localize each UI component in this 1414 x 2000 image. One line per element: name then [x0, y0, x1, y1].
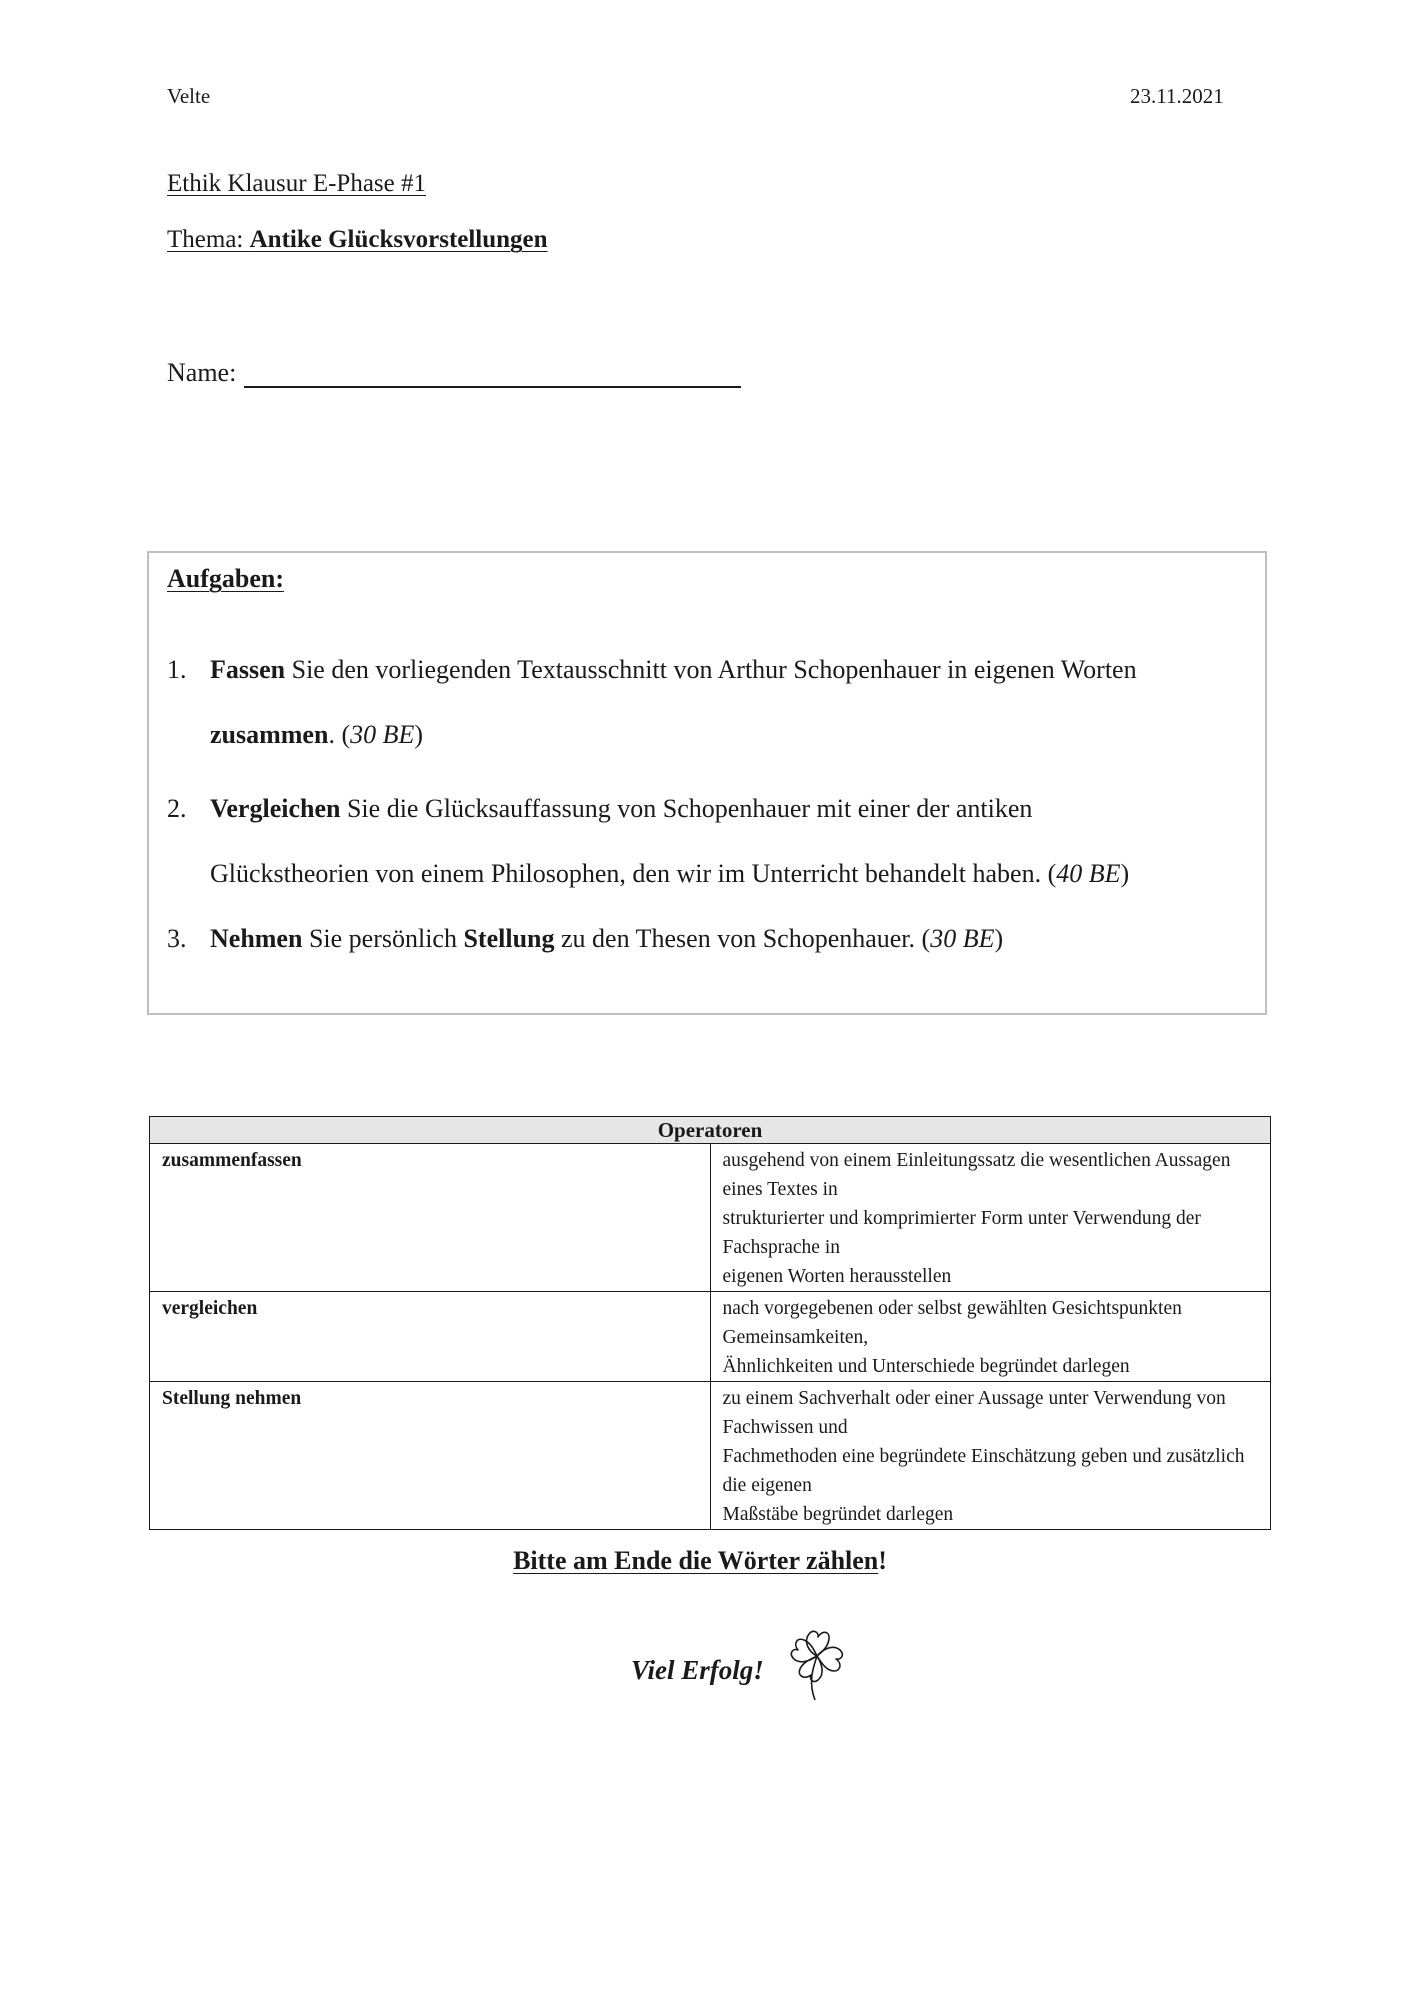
operators-table [149, 1116, 1271, 1530]
task-text: ) [1120, 859, 1130, 888]
task-points: 40 BE [1056, 859, 1121, 888]
name-label: Name: [167, 358, 237, 387]
definition-line: Ähnlichkeiten und Unterschiede begründet darlegen [722, 1356, 1130, 1377]
word-count-reminder [0, 1546, 1400, 1576]
table-row [150, 1144, 1271, 1292]
task-operator: Nehmen [210, 924, 303, 953]
definition-line: nach vorgegebenen oder selbst gewählten Gesichtspunkten Gemeinsamkeiten, [722, 1298, 1182, 1348]
topic-value: Antike Glücksvorstellungen [249, 226, 548, 253]
exam-topic [167, 226, 548, 254]
definition-line: ausgehend von einem Einleitungssatz die wesentlichen Aussagen eines Textes in [722, 1150, 1231, 1200]
author-name: Velte [167, 84, 211, 108]
definition-line: strukturierter und komprimierter Form unter Verwendung der Fachsprache in [722, 1208, 1201, 1258]
operator-definition [710, 1144, 1271, 1292]
definition-line: Fachmethoden eine begründete Einschätzung geben und zusätzlich die eigenen [722, 1446, 1245, 1496]
task-text: zu den Thesen von Schopenhauer. ( [554, 924, 931, 953]
definition-line: eigenen Worten herausstellen [722, 1266, 952, 1287]
task-line [210, 924, 1003, 954]
task-operator: Vergleichen [210, 794, 341, 823]
task-text: Sie persönlich [302, 924, 464, 953]
exam-date: 23.11.2021 [1130, 84, 1224, 108]
good-luck-text: Viel Erfolg! [631, 1655, 764, 1685]
exam-title: Ethik Klausur E-Phase #1 [167, 170, 426, 197]
task-line [210, 859, 1129, 889]
operator-term: vergleichen [150, 1292, 711, 1382]
task-operator: zusammen [210, 720, 329, 749]
task-text: ) [994, 924, 1004, 953]
four-leaf-clover-icon [783, 1622, 853, 1704]
task-points: 30 BE [350, 720, 415, 749]
task-text: . ( [328, 720, 351, 749]
operators-header: Operatoren [150, 1117, 1271, 1144]
definition-line: zu einem Sachverhalt oder einer Aussage unter Verwendung von Fachwissen und [722, 1388, 1226, 1438]
tasks-heading: Aufgaben: [167, 564, 285, 593]
task-operator: Fassen [210, 655, 286, 684]
task-line [210, 794, 1032, 824]
reminder-punct: ! [878, 1546, 887, 1575]
task-operator: Stellung [463, 924, 555, 953]
task-text: Sie die Glücksauffassung von Schopenhauer mit einer der antiken [340, 794, 1033, 823]
table-row [150, 1382, 1271, 1530]
task-points: 30 BE [930, 924, 995, 953]
task-text: Glückstheorien von einem Philosophen, den wir im Unterricht behandelt haben. ( [210, 859, 1057, 888]
operator-term: zusammenfassen [150, 1144, 711, 1292]
task-text: Sie den vorliegenden Textausschnitt von Arthur Schopenhauer in eigenen Worten [285, 655, 1137, 684]
task-line [210, 655, 1137, 685]
task-number: 2. [167, 794, 187, 823]
task-text: ) [414, 720, 424, 749]
task-line [210, 720, 423, 750]
task-number: 1. [167, 655, 187, 684]
reminder-text: Bitte am Ende die Wörter zählen [513, 1546, 879, 1575]
operator-term: Stellung nehmen [150, 1382, 711, 1530]
name-input-line[interactable] [244, 364, 741, 388]
table-row [150, 1292, 1271, 1382]
operator-definition [710, 1292, 1271, 1382]
topic-label: Thema: [167, 226, 250, 253]
task-number: 3. [167, 924, 187, 953]
operator-definition [710, 1382, 1271, 1530]
definition-line: Maßstäbe begründet darlegen [722, 1504, 954, 1525]
name-field[interactable] [167, 358, 741, 388]
